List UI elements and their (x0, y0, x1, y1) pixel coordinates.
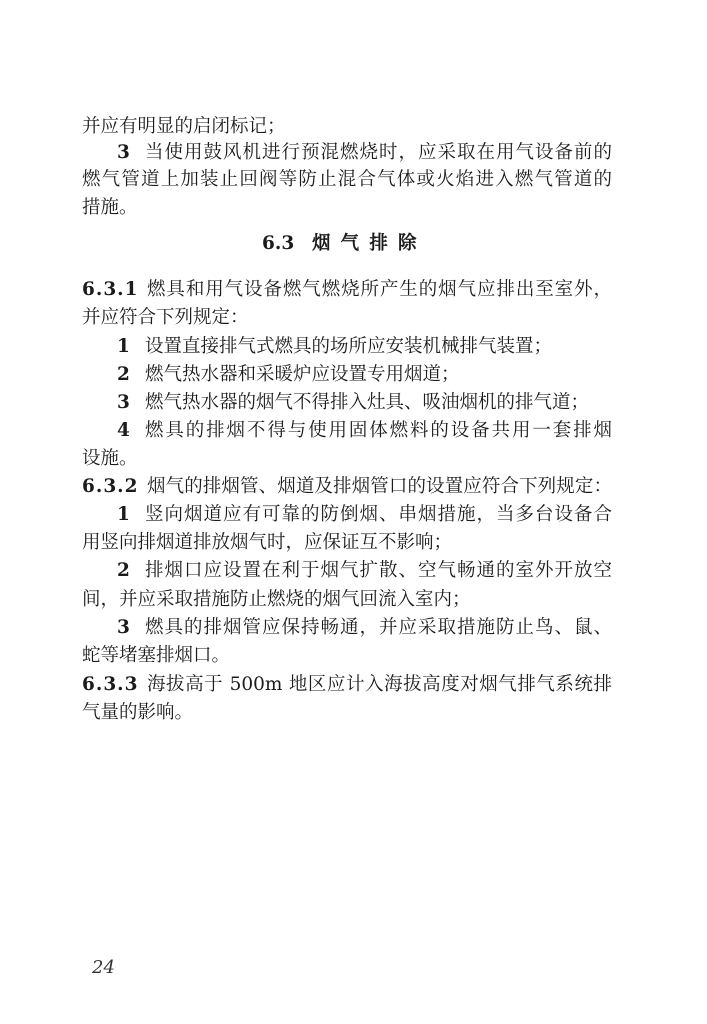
section-title: 烟气排除 (312, 233, 427, 254)
item-line: 燃具的排烟不得与使用固体燃料的设备共用一套排烟 (145, 420, 612, 441)
item-line: 间，并应采取措施防止燃烧的烟气回流入室内； (82, 589, 471, 610)
item-line: 竖向烟道应有可靠的防倒烟、串烟措施，当多台设备合 (145, 504, 612, 525)
item-number: 3 (117, 392, 131, 413)
paragraph-line: 并应有明显的启闭标记； (82, 116, 286, 137)
item-number: 3 (117, 617, 131, 638)
item-number: 1 (117, 504, 131, 525)
clause-line: 燃具和用气设备燃气燃烧所产生的烟气应排出至室外， (147, 279, 612, 300)
item-number: 1 (117, 336, 131, 357)
item-line: 用竖向排烟道排放烟气时，应保证互不影响； (82, 532, 453, 553)
clause-number: 6.3.3 (82, 674, 139, 695)
clause-line: 海拔高于 500m 地区应计入海拔高度对烟气排气系统排 (147, 674, 612, 695)
item-number: 4 (117, 420, 131, 441)
section-number: 6.3 (262, 233, 295, 254)
paragraph-line: 当使用鼓风机进行预混燃烧时，应采取在用气设备前的 (145, 142, 612, 163)
item-number: 2 (117, 560, 131, 581)
item-number: 2 (117, 364, 131, 385)
clause-number: 6.3.2 (82, 476, 139, 497)
item-line: 燃具的排烟管应保持畅通，并应采取措施防止鸟、鼠、 (145, 617, 612, 638)
section-heading (262, 231, 294, 257)
clause-line: 烟气的排烟管、烟道及排烟管口的设置应符合下列规定： (147, 476, 612, 497)
item-line: 燃气热水器和采暖炉应设置专用烟道； (145, 364, 460, 385)
item-line: 设置直接排气式燃具的场所应安装机械排气装置； (145, 336, 553, 357)
item-line: 设施。 (82, 448, 138, 469)
section-heading-title (312, 231, 427, 257)
clause-number: 6.3.1 (82, 279, 139, 300)
item-line: 蛇等堵塞排烟口。 (82, 645, 231, 666)
paragraph-line: 措施。 (82, 197, 138, 218)
item-line: 排烟口应设置在利于烟气扩散、空气畅通的室外开放空 (145, 560, 612, 581)
item-number: 3 (117, 142, 131, 163)
clause-line: 并应符合下列规定： (82, 307, 249, 328)
item-line: 燃气热水器的烟气不得排入灶具、吸油烟机的排气道； (145, 392, 590, 413)
clause-line: 气量的影响。 (82, 702, 194, 723)
paragraph-line: 燃气管道上加装止回阀等防止混合气体或火焰进入燃气管道的 (82, 169, 612, 190)
page-number: 24 (92, 957, 115, 978)
